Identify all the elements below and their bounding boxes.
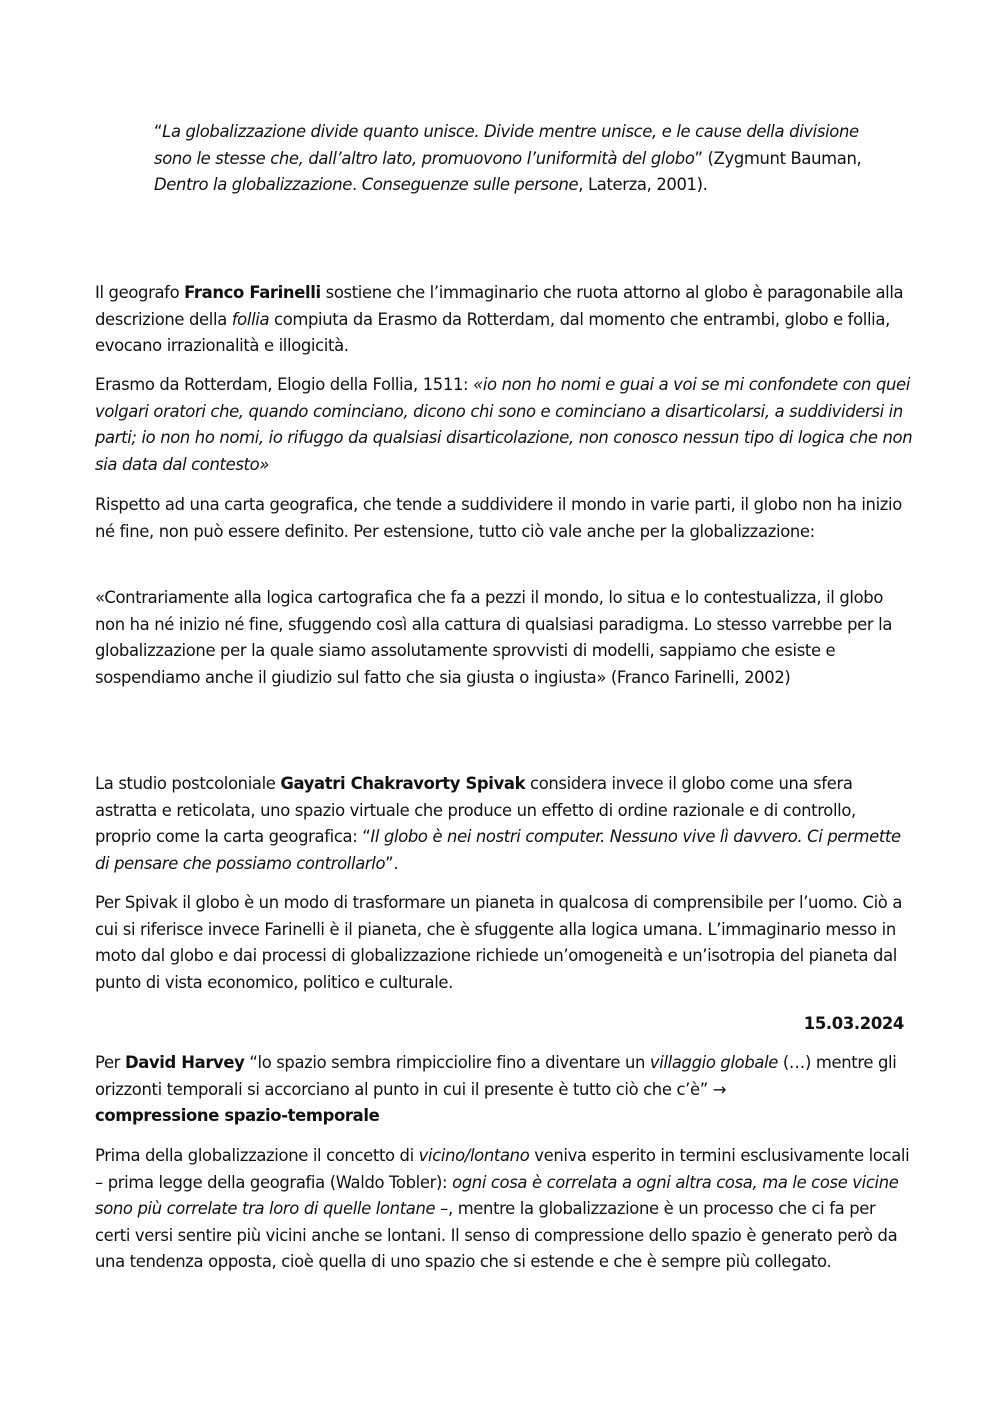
bauman-dot: . <box>352 175 362 194</box>
bauman-book-subtitle: Conseguenze sulle persone <box>361 175 579 194</box>
spivak-farinelli-paragraph: Per Spivak il globo è un modo di trasformare un pianeta in qualcosa di comprensibile per l’uomo. Ciò a cui si riferisce invece Farinelli è il pianeta, che è sfuggente alla logica umana. L’immaginario messo in moto dal globo e dai processi di globalizzazione richiede un’omogeneità e un’isotropia del pianeta dal punto di vista economico, politico e culturale. <box>95 893 903 992</box>
farinelli-quote-paragraph: «Contrariamente alla logica cartografica che fa a pezzi il mondo, lo situa e lo contestualizza, il globo non ha né inizio né fine, sfuggendo così alla cattura di qualsiasi paradigma. Lo stesso varrebbe per la globalizzazione per la quale siamo assolutamente sprovvisti di modelli, sappiamo che esiste e sospendiamo anche il giudizio sul fatto che sia giusta o ingiusta» (Franco Farinelli, 2002) <box>95 588 893 687</box>
text-span: ”. <box>385 853 399 873</box>
spivak-paragraph <box>95 771 915 877</box>
term-vicino-lontano: vicino/lontano <box>418 1146 530 1165</box>
text-span: compiuta da Erasmo da Rotterdam, dal momento che entrambi, globo e follia, evocano irrazionalità e illogicità. <box>95 309 890 355</box>
carta-globo-paragraph: Rispetto ad una carta geografica, che tende a suddividere il mondo in varie parti, il globo non ha inizio né fine, non può essere definito. Per estensione, tutto ciò vale anche per la globalizzazione: <box>95 495 902 541</box>
text-span: La studio postcoloniale <box>95 774 281 793</box>
erasmo-quote: «io non ho nomi e guai a voi se mi confondete con quei volgari oratori che, quando cominciano, dicono chi sono e cominciano a disarticolarsi, a suddividersi in parti; io non ho nomi, io rifuggo da qualsiasi disarticolazione, non conosco nessun tipo di logica che non sia data dal contesto» <box>95 375 913 474</box>
lecture-date: 15.03.2024 <box>803 1014 904 1033</box>
text-span: “lo spazio sembra rimpicciolire fino a diventare un <box>244 1053 650 1072</box>
text-span: Prima della globalizzazione il concetto di <box>95 1146 419 1165</box>
spivak-quote: Il globo è nei nostri computer. Nessuno vive lì davvero. Ci permette di pensare che possiamo controllarlo <box>95 827 901 873</box>
bauman-book-title: Dentro la globalizzazione <box>154 175 353 194</box>
text-span: veniva esperito in termini esclusivamente locali – prima legge della geografia (Waldo Tobler): <box>95 1146 910 1192</box>
erasmo-source: Erasmo da Rotterdam, Elogio della Follia, 1511: <box>95 375 474 394</box>
text-span: sostiene che l’immaginario che ruota attorno al globo è paragonabile alla descrizione della <box>95 283 904 329</box>
author-name-farinelli: Franco Farinelli <box>184 283 321 302</box>
term-villaggio-globale: villaggio globale <box>649 1053 779 1072</box>
bauman-citation-pre: (Zygmunt Bauman, <box>702 148 862 168</box>
text-span: considera invece il globo come una sfera astratta e reticolata, uno spazio virtuale che produce un effetto di ordine razionale e di controllo, proprio come la carta geografica: “ <box>95 774 856 846</box>
author-name-harvey: David Harvey <box>124 1053 245 1072</box>
farinelli-paragraph <box>95 280 915 360</box>
text-span: Il geografo <box>95 283 185 302</box>
author-name-spivak: Gayatri Chakravorty Spivak <box>280 774 526 793</box>
term-follia: follia <box>231 309 270 329</box>
close-quote-mark: ” <box>694 148 703 168</box>
text-span: Per <box>95 1053 125 1072</box>
erasmo-paragraph <box>95 372 915 478</box>
concept-compressione: compressione spazio-temporale <box>95 1106 380 1125</box>
bauman-quote-text: La globalizzazione divide quanto unisce. Divide mentre unisce, e le cause della divisione sono le stesse che, dall’altro lato, promuovono l’uniformità del globo <box>154 122 859 168</box>
bauman-quote <box>154 119 874 199</box>
tobler-law: ogni cosa è correlata a ogni altra cosa, ma le cose vicine sono più correlate tra loro di quelle lontane <box>95 1172 899 1218</box>
text-span: –, mentre la globalizzazione è un processo che ci fa per certi versi sentire più vicini anche se lontani. Il senso di compressione dello spazio è generato però da una tendenza opposta, cioè quella di uno spazio che si estende e che è sempre più collegato. <box>95 1199 898 1271</box>
bauman-citation-post: , Laterza, 2001). <box>578 175 708 194</box>
text-span: (…) mentre gli orizzonti temporali si accorciano al punto in cui il presente è tutto ciò che c’è” <box>95 1053 897 1099</box>
right-arrow-icon: → <box>712 1079 727 1099</box>
harvey-paragraph <box>95 1050 915 1130</box>
tobler-paragraph <box>95 1143 915 1276</box>
open-quote-mark: “ <box>154 122 163 141</box>
